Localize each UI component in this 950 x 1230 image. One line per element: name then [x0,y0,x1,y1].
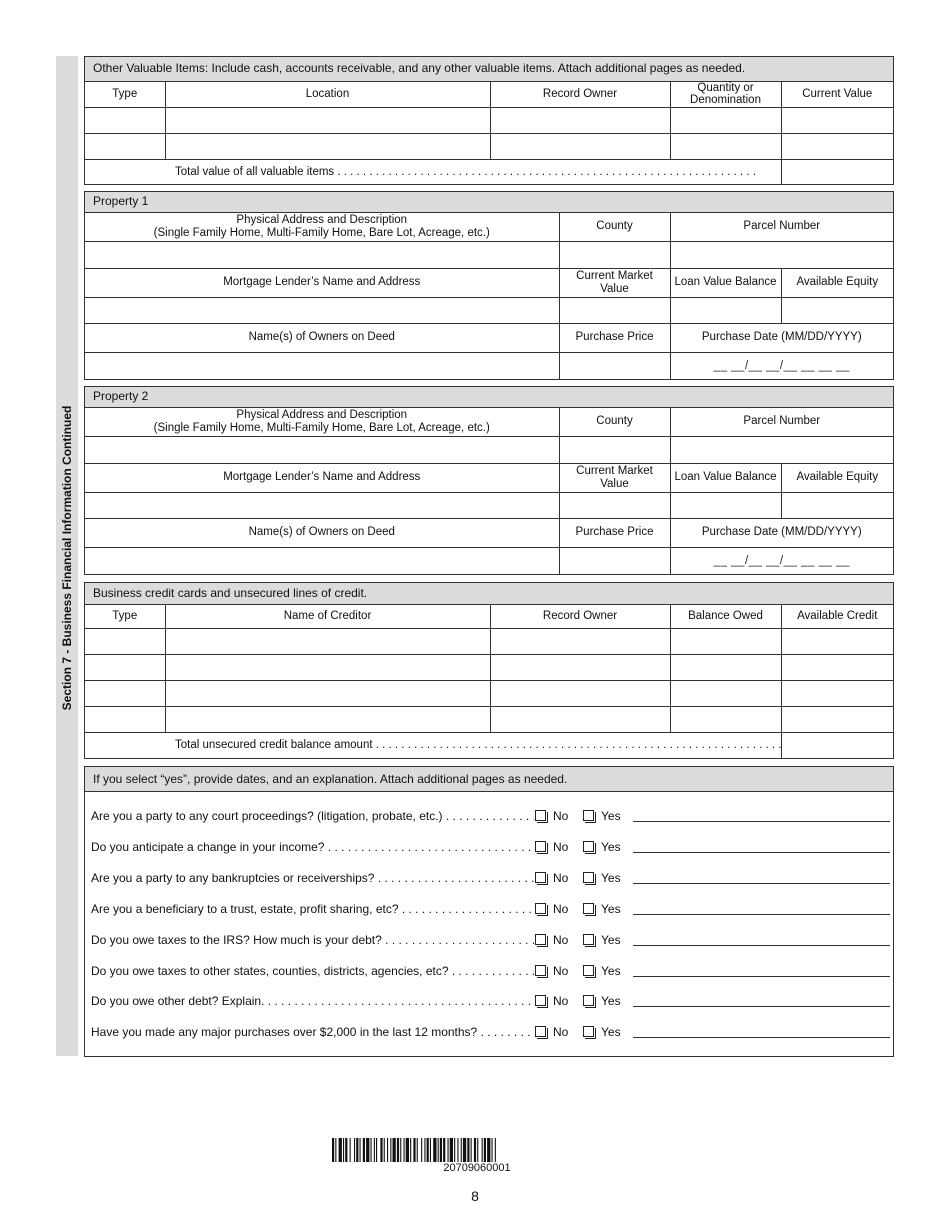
input-cell[interactable] [165,133,490,159]
col-quantity: Quantity or Denomination [670,81,781,107]
county-input[interactable] [559,436,670,463]
input-cell[interactable] [490,107,670,133]
no-checkbox[interactable] [535,965,546,976]
yes-label: Yes [601,994,621,1008]
parcel-label: Parcel Number [670,407,893,436]
input-cell[interactable] [670,628,781,654]
address-input[interactable] [85,241,559,268]
input-cell[interactable] [165,628,490,654]
equity-label: Available Equity [781,268,893,297]
input-cell[interactable] [670,107,781,133]
input-cell[interactable] [165,706,490,732]
yes-checkbox[interactable] [583,995,594,1006]
parcel-input[interactable] [670,241,893,268]
purchase-price-input[interactable] [559,547,670,574]
table-row [85,133,893,159]
input-cell[interactable] [85,107,165,133]
input-cell[interactable] [165,654,490,680]
credit-total-label: Total unsecured credit balance amount . . . [85,732,781,758]
col-current-value: Current Value [781,81,893,107]
mortgage-label: Mortgage Lender’s Name and Address [85,463,559,492]
no-label: No [553,994,569,1008]
no-checkbox[interactable] [535,934,546,945]
input-cell[interactable] [165,107,490,133]
equity-input[interactable] [781,297,893,323]
table-row [85,680,893,706]
no-label: No [553,1025,569,1039]
owners-label: Name(s) of Owners on Deed [85,518,559,547]
loan-balance-label: Loan Value Balance [670,463,781,492]
table-row [85,628,893,654]
no-label: No [553,840,569,854]
question-text: Are you a party to any court proceedings? (litigation, probate, etc.) . . . [91,808,534,824]
yes-checkbox[interactable] [583,872,594,883]
no-label: No [553,871,569,885]
market-value-input[interactable] [559,492,670,518]
explanation-line[interactable] [633,1037,890,1038]
yes-checkbox[interactable] [583,1026,594,1037]
purchase-date-input[interactable]: __ __/__ __/__ __ __ __ [670,547,893,574]
valuables-total-input[interactable] [781,159,893,184]
col-record-owner: Record Owner [490,81,670,107]
barcode-number: 20709060001 [443,1162,511,1174]
yes-checkbox[interactable] [583,965,594,976]
input-cell[interactable] [490,654,670,680]
yes-label: Yes [601,902,621,916]
question-text: Are you a beneficiary to a trust, estate, profit sharing, etc? . . . [91,901,534,917]
explanation-line[interactable] [633,821,890,822]
input-cell[interactable] [85,654,165,680]
yes-label: Yes [601,809,621,823]
yes-checkbox[interactable] [583,903,594,914]
questions-header: If you select “yes”, provide dates, and an explanation. Attach additional pages as needed. [85,767,893,792]
input-cell[interactable] [781,706,893,732]
county-input[interactable] [559,241,670,268]
no-checkbox[interactable] [535,841,546,852]
loan-balance-input[interactable] [670,297,781,323]
address-label: Physical Address and Description (Single Family Home, Multi-Family Home, Bare Lot, Acreage, etc.) [85,212,559,241]
section-label: Section 7 - Business Financial Information Continued [60,405,74,711]
purchase-price-label: Purchase Price [559,323,670,352]
input-cell[interactable] [490,133,670,159]
table-row [85,107,893,133]
input-cell[interactable] [670,133,781,159]
owners-input[interactable] [85,352,559,379]
market-value-label: Current Market Value [559,463,670,492]
input-cell[interactable] [781,107,893,133]
mortgage-input[interactable] [85,492,559,518]
explanation-line[interactable] [633,945,890,946]
property1-block [84,191,894,380]
yes-label: Yes [601,933,621,947]
col-balance-owed: Balance Owed [670,604,781,628]
input-cell[interactable] [781,133,893,159]
input-cell[interactable] [781,654,893,680]
no-checkbox[interactable] [535,872,546,883]
no-label: No [553,902,569,916]
col-creditor: Name of Creditor [165,604,490,628]
input-cell[interactable] [85,133,165,159]
market-value-label: Current Market Value [559,268,670,297]
no-label: No [553,964,569,978]
input-cell[interactable] [85,706,165,732]
questions-block [84,766,894,1057]
yes-checkbox[interactable] [583,934,594,945]
yes-checkbox[interactable] [583,810,594,821]
property2-header: Property 2 [85,387,893,407]
property1-header: Property 1 [85,192,893,212]
barcode-icon [332,1138,622,1162]
owners-input[interactable] [85,547,559,574]
purchase-price-input[interactable] [559,352,670,379]
credit-block [84,582,894,759]
col-available-credit: Available Credit [781,604,893,628]
no-label: No [553,933,569,947]
owners-label: Name(s) of Owners on Deed [85,323,559,352]
input-cell[interactable] [670,706,781,732]
input-cell[interactable] [165,680,490,706]
col-type: Type [85,81,165,107]
valuables-header: Other Valuable Items: Include cash, accounts receivable, and any other valuable items. Attach additional pages as needed. [85,57,893,81]
credit-total-input[interactable] [781,732,893,758]
no-checkbox[interactable] [535,903,546,914]
explanation-line[interactable] [633,914,890,915]
explanation-line[interactable] [633,976,890,977]
no-checkbox[interactable] [535,810,546,821]
explanation-line[interactable] [633,883,890,884]
yes-label: Yes [601,871,621,885]
valuables-block [84,56,894,185]
parcel-input[interactable] [670,436,893,463]
loan-balance-input[interactable] [670,492,781,518]
input-cell[interactable] [490,680,670,706]
county-label: County [559,212,670,241]
col-record-owner: Record Owner [490,604,670,628]
page-number: 8 [471,1188,479,1204]
explanation-line[interactable] [633,852,890,853]
col-type: Type [85,604,165,628]
address-label: Physical Address and Description (Single Family Home, Multi-Family Home, Bare Lot, Acreage, etc.) [85,407,559,436]
table-row [85,706,893,732]
input-cell[interactable] [670,654,781,680]
yes-label: Yes [601,840,621,854]
equity-label: Available Equity [781,463,893,492]
input-cell[interactable] [85,680,165,706]
input-cell[interactable] [490,628,670,654]
yes-checkbox[interactable] [583,841,594,852]
purchase-date-label: Purchase Date (MM/DD/YYYY) [670,518,893,547]
parcel-label: Parcel Number [670,212,893,241]
yes-label: Yes [601,1025,621,1039]
explanation-line[interactable] [633,1006,890,1007]
property2-block [84,386,894,575]
yes-label: Yes [601,964,621,978]
question-text: Have you made any major purchases over $2,000 in the last 12 months? . . . [91,1024,534,1040]
purchase-date-label: Purchase Date (MM/DD/YYYY) [670,323,893,352]
county-label: County [559,407,670,436]
no-label: No [553,809,569,823]
question-text: Are you a party to any bankruptcies or receiverships? . . . [91,870,534,886]
input-cell[interactable] [670,680,781,706]
input-cell[interactable] [781,628,893,654]
mortgage-input[interactable] [85,297,559,323]
mortgage-label: Mortgage Lender’s Name and Address [85,268,559,297]
purchase-price-label: Purchase Price [559,518,670,547]
loan-balance-label: Loan Value Balance [670,268,781,297]
purchase-date-input[interactable]: __ __/__ __/__ __ __ __ [670,352,893,379]
address-input[interactable] [85,436,559,463]
no-checkbox[interactable] [535,995,546,1006]
question-text: Do you anticipate a change in your income? . . . [91,839,534,855]
equity-input[interactable] [781,492,893,518]
question-text: Do you owe taxes to the IRS? How much is your debt? . . . [91,932,534,948]
col-location: Location [165,81,490,107]
input-cell[interactable] [781,680,893,706]
question-text: Do you owe taxes to other states, counties, districts, agencies, etc? . . . [91,963,534,979]
input-cell[interactable] [85,628,165,654]
valuables-total-label: Total value of all valuable items . . . [85,159,781,184]
credit-header: Business credit cards and unsecured lines of credit. [85,583,893,604]
question-text: Do you owe other debt? Explain. . . . [91,993,534,1009]
table-row [85,654,893,680]
market-value-input[interactable] [559,297,670,323]
input-cell[interactable] [490,706,670,732]
no-checkbox[interactable] [535,1026,546,1037]
